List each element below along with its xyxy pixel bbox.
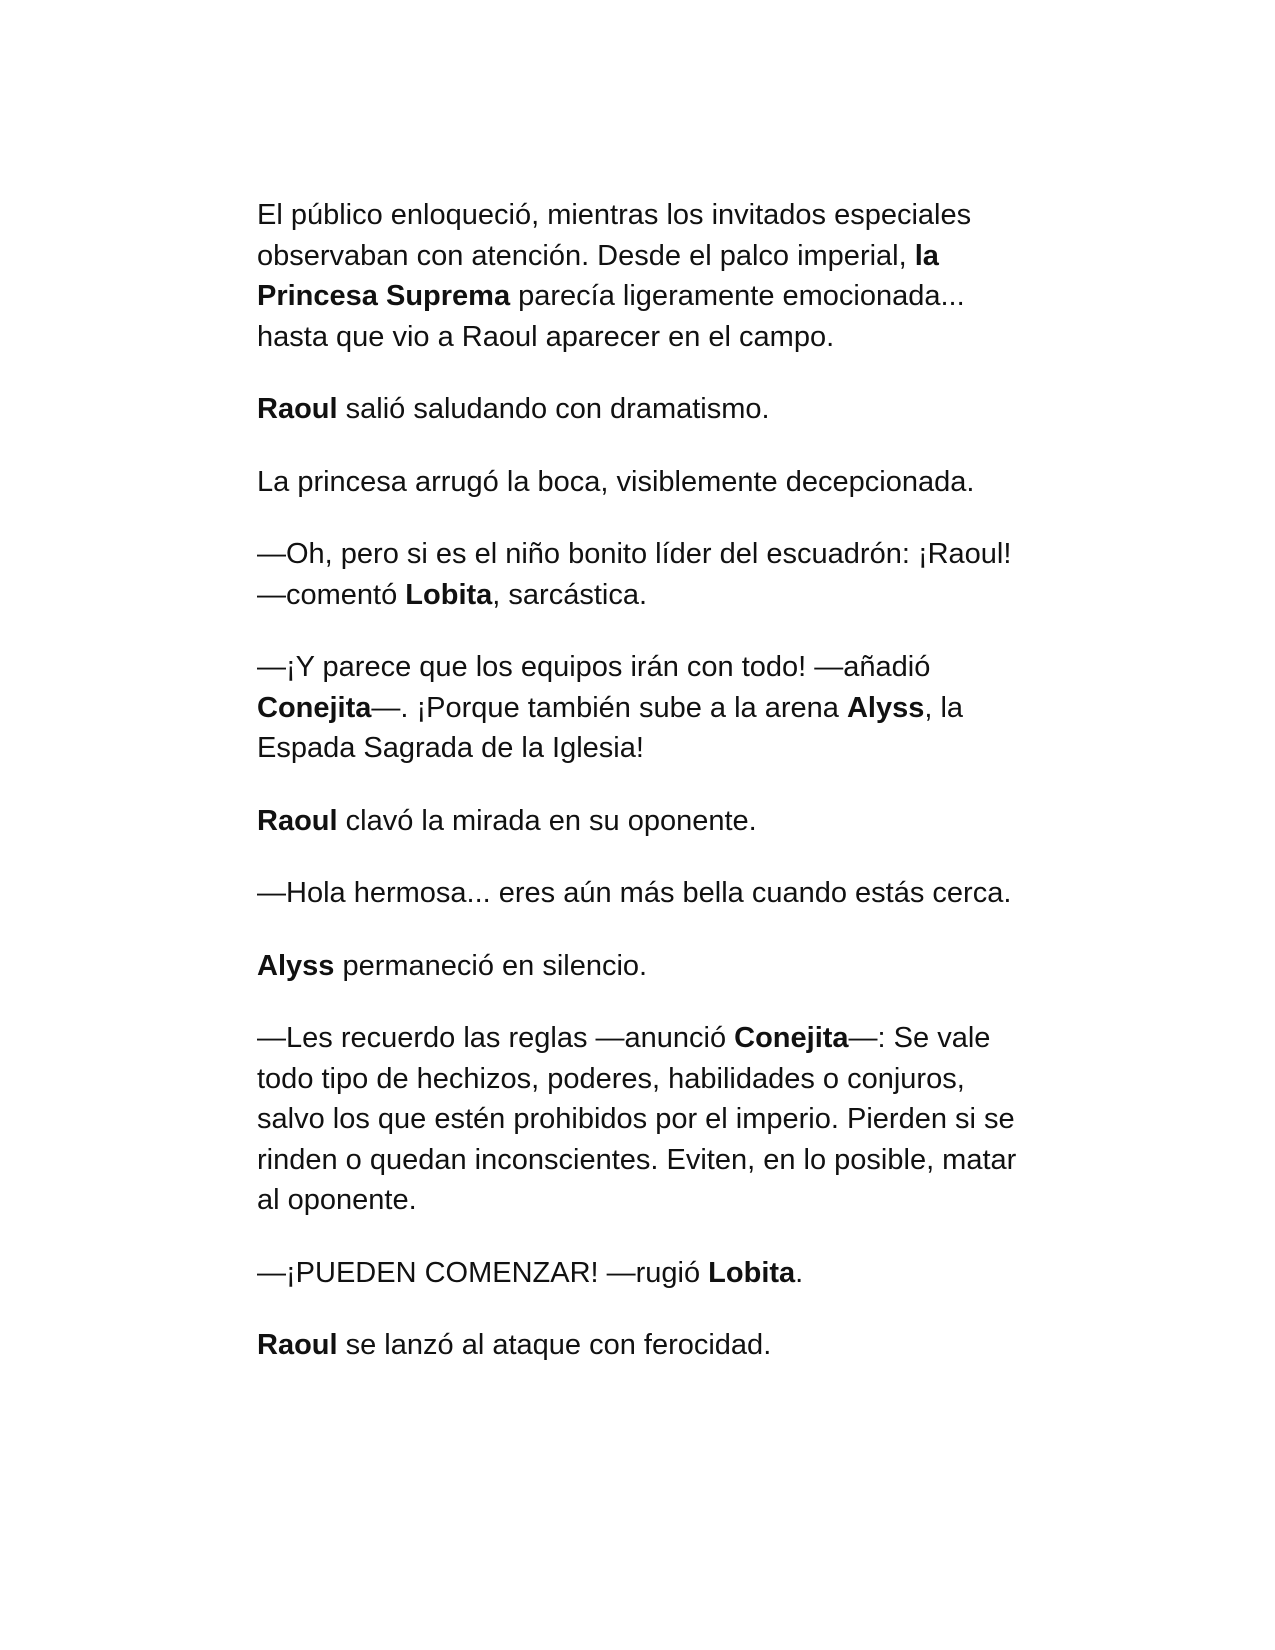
- text-run: El público enloqueció, mientras los invitados especiales observaban con atención. Desde el palco imperial,: [257, 199, 972, 272]
- text-run: —¡Y parece que los equipos irán con todo! —añadió: [257, 651, 931, 683]
- bold-text-run: Conejita: [257, 691, 372, 724]
- text-run: —: Se vale todo tipo de hechizos, poderes, habilidades o conjuros, salvo los que estén prohibidos por el imperio. Pierden si se rinden o quedan inconscientes. Eviten, en lo posible, matar al oponente.: [257, 1022, 1017, 1216]
- text-run: permaneció en silencio.: [334, 949, 648, 982]
- text-run: , la Espada Sagrada de la Iglesia!: [257, 691, 964, 764]
- text-run: .: [795, 1256, 804, 1289]
- text-run: La princesa arrugó la boca, visiblemente decepcionada.: [257, 465, 975, 498]
- bold-text-run: la Princesa Suprema: [257, 239, 939, 312]
- bold-text-run: Raoul: [257, 1329, 338, 1361]
- text-run: —¡PUEDEN COMENZAR! —rugió: [257, 1256, 709, 1289]
- bold-text-run: Conejita: [734, 1022, 849, 1054]
- bold-text-run: Alyss: [846, 691, 925, 724]
- text-run: —Oh, pero si es el niño bonito líder del escuadrón: ¡Raoul! —comentó: [257, 538, 1012, 611]
- paragraph: [257, 534, 1027, 615]
- paragraph: [257, 647, 1027, 769]
- paragraph: [257, 195, 1027, 357]
- paragraph: [257, 1018, 1027, 1221]
- bold-text-run: Alyss: [257, 949, 335, 982]
- paragraph: [257, 1253, 1027, 1294]
- paragraph: [257, 946, 1027, 987]
- paragraph: [257, 389, 1027, 430]
- bold-text-run: Raoul: [257, 804, 338, 837]
- text-run: —Hola hermosa... eres aún más bella cuando estás cerca.: [257, 877, 1012, 909]
- paragraph: [257, 462, 1027, 503]
- bold-text-run: Lobita: [708, 1256, 796, 1289]
- text-run: —Les recuerdo las reglas —anunció: [257, 1022, 735, 1054]
- text-run: parecía ligeramente emocionada... hasta que vio a Raoul aparecer en el campo.: [257, 280, 965, 353]
- bold-text-run: Lobita: [405, 578, 493, 611]
- text-run: se lanzó al ataque con ferocidad.: [337, 1329, 772, 1361]
- bold-text-run: Raoul: [257, 393, 338, 425]
- paragraph: [257, 873, 1027, 914]
- text-run: —. ¡Porque también sube a la arena: [371, 691, 847, 724]
- paragraph: [257, 1325, 1027, 1366]
- text-run: clavó la mirada en su oponente.: [337, 804, 757, 837]
- paragraph: [257, 801, 1027, 842]
- text-run: , sarcástica.: [492, 578, 648, 611]
- body-text: [257, 195, 1027, 1398]
- text-run: salió saludando con dramatismo.: [337, 393, 770, 425]
